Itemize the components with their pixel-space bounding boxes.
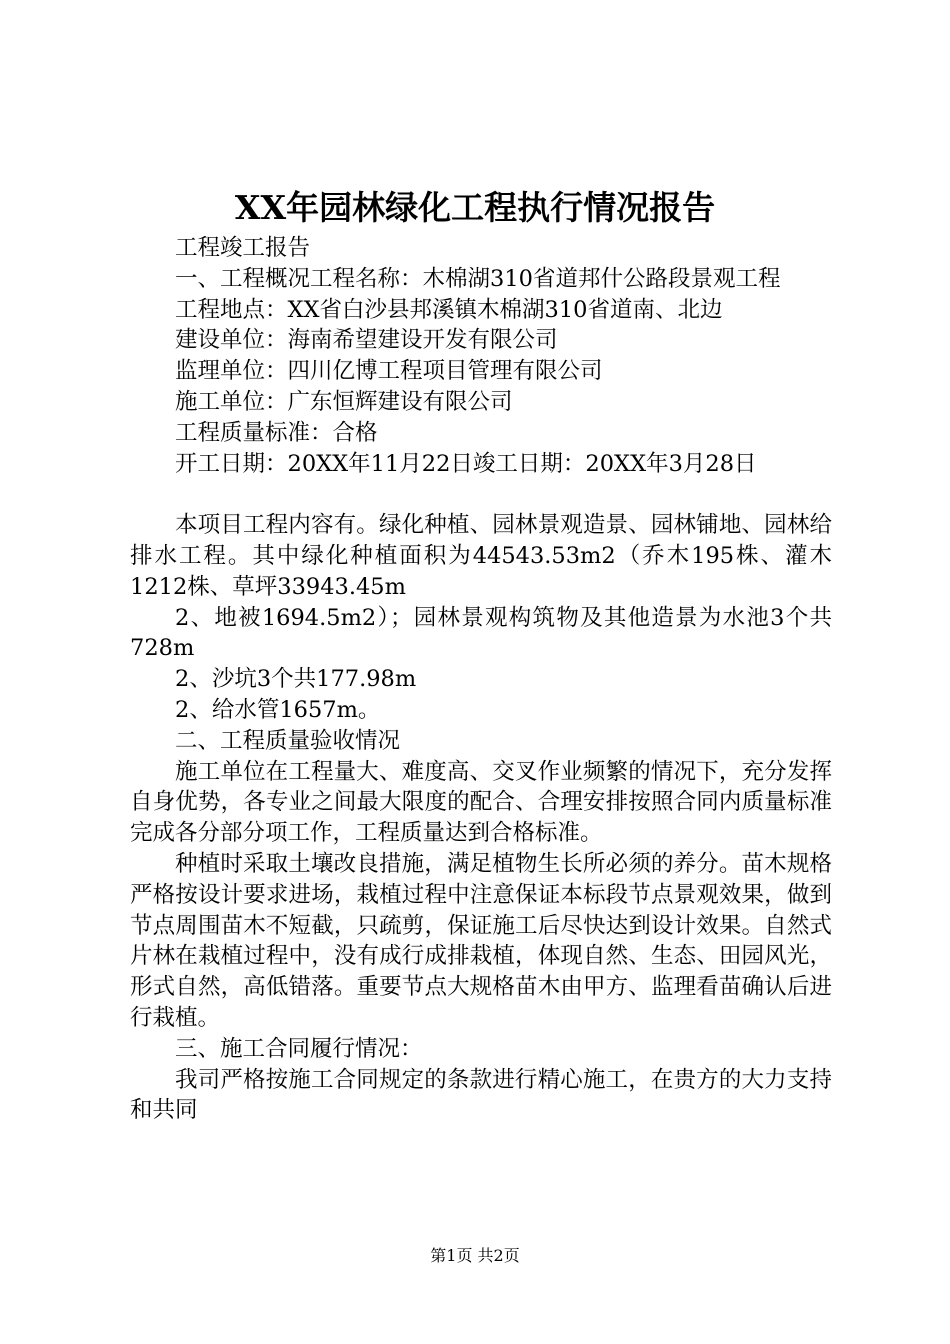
paragraph-spacer: [130, 479, 832, 510]
section-heading-contract-performance: 三、施工合同履行情况：: [175, 1035, 423, 1062]
paragraph-sand-pit: 2、沙坑3个共177.98m: [175, 666, 417, 693]
paragraph-project-content: 本项目工程内容有。绿化种植、园林景观造景、园林铺地、园林给排水工程。其中绿化种植面积为44543.53m2（乔木195株、灌木1212株、草坪33943.45m: [130, 512, 832, 600]
paragraph-contract-performance: 我司严格按施工合同规定的条款进行精心施工，在贵方的大力支持和共同: [130, 1066, 832, 1124]
paragraph-ground-cover: 2、地被1694.5m2）；园林景观构筑物及其他造景为水池3个共728m: [130, 604, 832, 662]
page-number-footer: 第1页 共2页: [430, 1246, 520, 1265]
paragraph-water-pipe: 2、给水管1657m。: [175, 696, 381, 723]
section-heading-quality-acceptance: 二、工程质量验收情况: [175, 727, 401, 754]
paragraph-quality-acceptance: 施工单位在工程量大、难度高、交叉作业频繁的情况下，充分发挥自身优势，各专业之间最大限度的配合、合理安排按照合同内质量标准完成各分部分项工作，工程质量达到合格标准。: [130, 758, 832, 847]
paragraph-project-location: 工程地点：XX省白沙县邦溪镇木棉湖310省道南、北边: [175, 296, 723, 323]
paragraph-construction-owner: 建设单位：海南希望建设开发有限公司: [175, 327, 558, 354]
document-title: XX年园林绿化工程执行情况报告: [234, 188, 716, 227]
paragraph-contractor: 施工单位：广东恒辉建设有限公司: [175, 388, 513, 415]
document-body: [130, 233, 832, 1126]
paragraph-project-overview: 一、工程概况工程名称：木棉湖310省道邦什公路段景观工程: [175, 265, 781, 292]
paragraph-report-heading: 工程竣工报告: [175, 235, 311, 261]
paragraph-quality-standard: 工程质量标准：合格: [175, 419, 378, 446]
paragraph-dates: 开工日期：20XX年11月22日竣工日期：20XX年3月28日: [175, 450, 757, 477]
paragraph-planting-measures: 种植时采取土壤改良措施，满足植物生长所必须的养分。苗木规格严格按设计要求进场，栽植过程中注意保证本标段节点景观效果，做到节点周围苗木不短截，只疏剪，保证施工后尽快达到设计效果。自然式片林在栽植过程中，没有成行成排栽植，体现自然、生态、田园风光，形式自然，高低错落。重要节点大规格苗木由甲方、监理看苗确认后进行栽植。: [130, 850, 832, 1031]
paragraph-supervision-unit: 监理单位：四川亿博工程项目管理有限公司: [175, 358, 603, 385]
